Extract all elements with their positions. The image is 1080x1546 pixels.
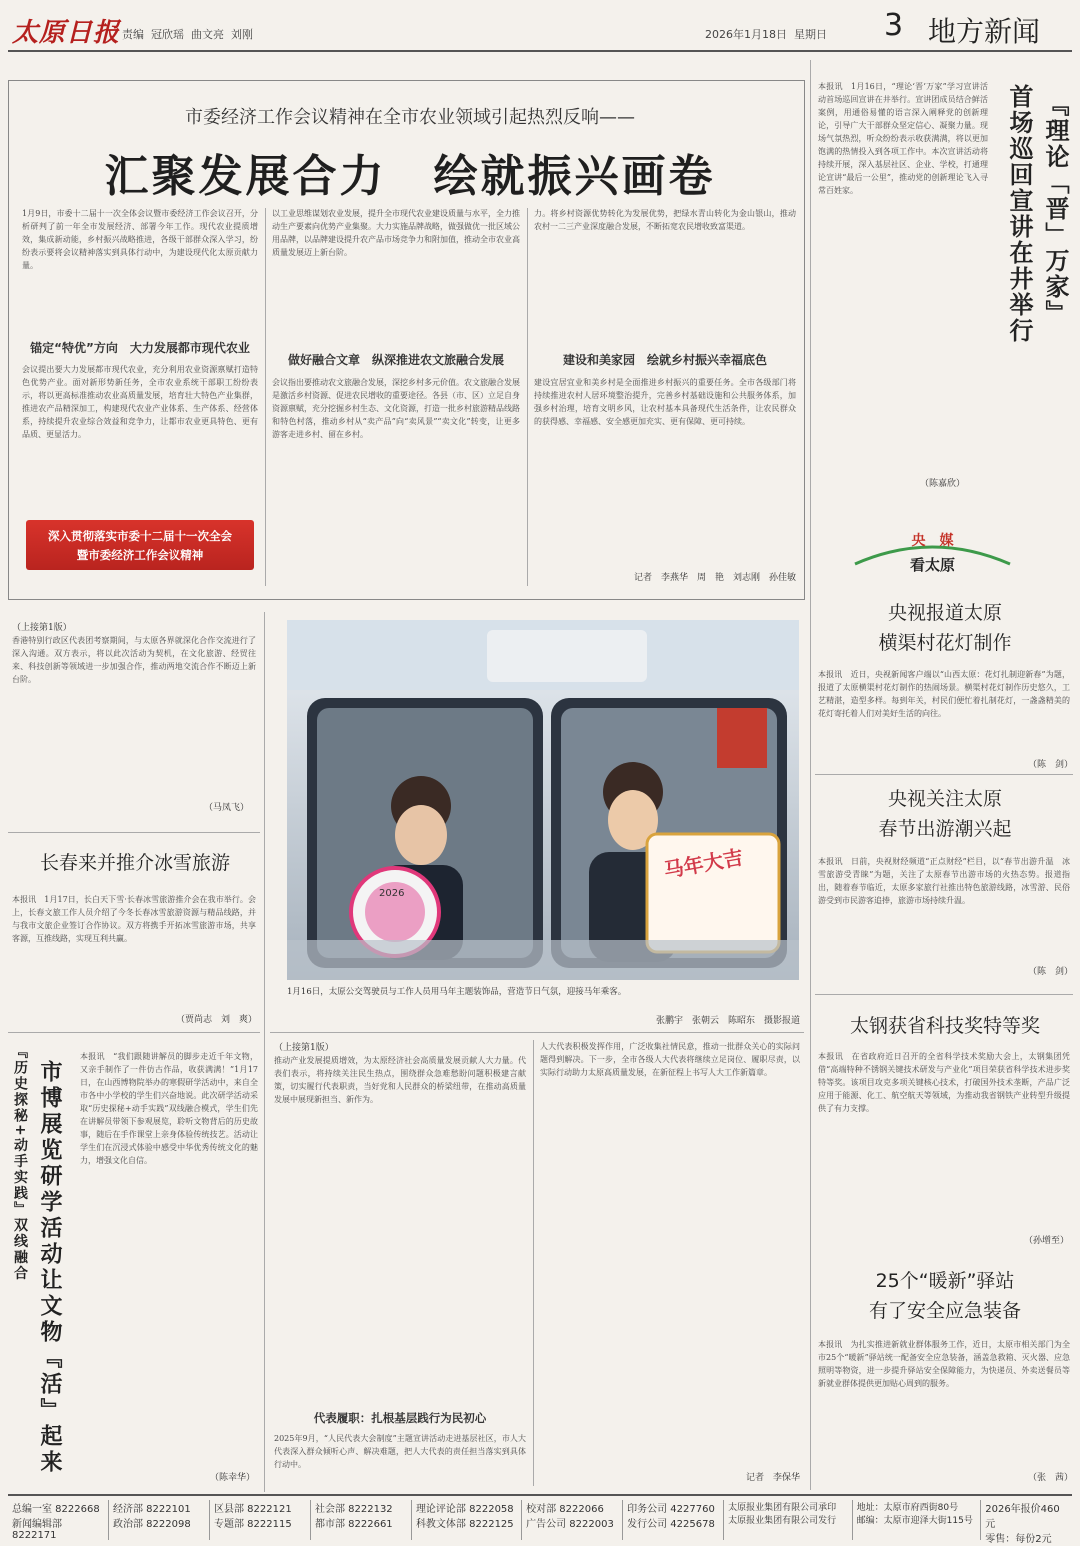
- station-author: （张 茜）: [1028, 1473, 1074, 1483]
- lead-headline: 汇聚发展合力 绘就振兴画卷: [104, 151, 716, 202]
- phone-line: 政治部 8222098: [112, 1519, 191, 1530]
- ice-tourism-body: 本报讯 1月17日，长白天下雪·长春冰雪旅游推介会在我市举行。会上，长春文旅工作人员介绍了今冬长春冰雪旅游资源与精品线路，并与我市文旅企业签订合作协议。双方将携手开拓冰雪旅游市场，共享客源，互推线路，实现互利共赢。: [12, 895, 256, 943]
- newspaper-logo: 太原日报: [12, 18, 121, 48]
- rep-byline: 记者 李保华: [745, 1473, 800, 1483]
- special-banner: [26, 520, 254, 570]
- column-divider: [265, 208, 266, 586]
- bus-photo: [287, 620, 799, 980]
- cctv-travel-body: 本报讯 日前，央视财经频道“正点财经”栏目，以“春节出游升温 冰雪旅游受青睐”为题，关注了太原春节出游市场的火热态势。报道指出，随着春节临近，太原多家旅行社推出特色旅游线路，冰雪游、民俗游受到市民游客追捧，旅游市场持续升温。: [818, 857, 1070, 905]
- banner-line: 暨市委经济工作会议精神: [76, 548, 204, 562]
- masthead: [0, 0, 1080, 56]
- central-media-header: [850, 528, 1015, 578]
- masthead-rule: [8, 50, 1072, 52]
- theory-article-body: 本报讯 1月16日，“理论‘晋’万家”学习宣讲活动首场巡回宣讲在井举行。宣讲团成员结合鲜活案例，用通俗易懂的语言深入阐释党的创新理论，引导广大干部群众坚定信心、凝聚力量。现场气氛热烈，听众纷纷表示收获满满，将以更加饱满的热情投入到各项工作中。本次宣讲活动将持续开展，深入基层社区、企业、学校，打通理论宣讲“最后一公里”，推动党的创新理论飞入寻常百姓家。: [818, 82, 988, 195]
- footer-cell: [210, 1500, 311, 1540]
- lead-col3-subhead: 建设和美家园 绘就乡村振兴幸福底色: [562, 353, 767, 367]
- steel-award-body: 本报讯 在省政府近日召开的全省科学技术奖励大会上，太钢集团凭借“高端特种不锈钢关键技术研发与产业化”项目荣获省科学技术进步奖特等奖。该项目攻克多项关键核心技术，打破国外技术垄断，产品广泛应用于能源、化工、航空航天等领域，为推动我省钢铁产业转型升级提供了有力支撑。: [818, 1052, 1070, 1113]
- title-line: 春节出游潮兴起: [878, 818, 1012, 840]
- phone-line: 科教文体部 8222125: [415, 1519, 514, 1530]
- column-divider: [264, 612, 265, 1492]
- title-line: 央视报道太原: [887, 602, 1002, 624]
- address-line: 邮编：太原市迎泽大街115号: [856, 1516, 973, 1526]
- section-divider: [8, 832, 260, 833]
- phone-line: 新闻编辑部 8222171: [12, 1519, 62, 1541]
- lead-col2-subhead: 做好融合文章 纵深推进农文旅融合发展: [287, 353, 504, 367]
- museum-author: （陈幸华）: [210, 1473, 256, 1483]
- section-title: 地方新闻: [928, 15, 1041, 48]
- footer-directory: [8, 1500, 1072, 1545]
- phone-line: 发行公司 4225678: [627, 1519, 715, 1530]
- footer-rule: [8, 1494, 1072, 1496]
- footer-cell: [412, 1500, 522, 1540]
- lead-kicker: 市委经济工作会议精神在全市农业领域引起热烈反响——: [185, 107, 635, 128]
- title-line: 横渠村花灯制作: [878, 632, 1012, 654]
- cctv-travel-author: （陈 剑）: [1028, 967, 1074, 977]
- editor-name: 曲文亮: [191, 28, 224, 41]
- footer-cell: [623, 1500, 724, 1540]
- phone-line: 印务公司 4227760: [627, 1504, 715, 1515]
- central-media-line2: 看太原: [909, 556, 955, 574]
- rep-col1-body: 推动产业发展提质增效，为太原经济社会高质量发展贡献人大力量。代表们表示，将持续关注民生热点，围绕群众急难愁盼问题积极建言献策，切实履行代表职责，当好党和人民群众的桥梁纽带，在推动高质量发展中展现新担当、新作为。: [274, 1056, 526, 1104]
- continued-body: 香港特别行政区代表团考察期间，与太原各界就深化合作交流进行了深入沟通。双方表示，将以此次活动为契机，在文化旅游、经贸往来、科技创新等领域进一步加强合作，推动两地交流合作不断迈上新台阶。: [12, 636, 256, 684]
- weekday-text: 星期日: [794, 28, 827, 41]
- editor-name: 刘刚: [231, 28, 253, 41]
- cctv-lantern-body: 本报讯 近日，央视新闻客户端以“山西太原：花灯扎制迎新春”为题，报道了太原横渠村花灯制作的热闹场景。横渠村花灯制作历史悠久，工艺精湛，造型多样。每到年关，村民们便忙着扎制花灯，一盏盏精美的花灯寄托着人们对美好生活的向往。: [818, 670, 1070, 718]
- editor-list: [122, 26, 253, 42]
- footer-cell: [8, 1500, 109, 1540]
- theory-article-author: （陈嘉欣）: [920, 479, 966, 489]
- theory-vertical-title: 『理论「晋」万家』: [1041, 92, 1069, 326]
- photo-credit: 张鹏宇 张朝云 陈昭东 摄影报道: [655, 1016, 800, 1026]
- price-line: 零售：每份2元: [985, 1534, 1052, 1545]
- museum-vertical-subtitle: 『历史探秘+动手实践』双线融合: [12, 1044, 28, 1282]
- section-divider: [815, 774, 1073, 775]
- price-line: 2026年报价460元: [985, 1504, 1060, 1530]
- footer-cell: [724, 1500, 853, 1540]
- ice-tourism-author: （贾尚志 刘 爽）: [176, 1015, 258, 1025]
- rep-col1-tail: 2025年9月，“人民代表大会制度”主题宣讲活动走进基层社区，市人大代表深入群众倾听心声、解决难题，把人大代表的责任担当落实到具体行动中。: [274, 1434, 526, 1469]
- phone-line: 理论评论部 8222058: [415, 1504, 514, 1515]
- lead-byline: 记者 李燕华 周 艳 刘志刚 孙佳敏: [633, 573, 796, 583]
- ice-tourism-title: 长春来并推介冰雪旅游: [39, 852, 230, 874]
- bus-window-illustration: [287, 620, 799, 980]
- banner-line: 深入贯彻落实市委十二届十一次全会: [48, 529, 232, 543]
- address-line: 地址：太原市府西街80号: [856, 1503, 959, 1513]
- footer-cell: [311, 1500, 412, 1540]
- phone-line: 专题部 8222115: [213, 1519, 292, 1530]
- footer-cell: [109, 1500, 210, 1540]
- rep-continued-tag: （上接第1版）: [274, 1043, 334, 1053]
- lead-col2-paragraph: 以工业思维谋划农业发展，提升全市现代农业建设质量与水平，全力推动生产要素向优势产业集聚。大力实施品牌战略，做强做优一批区域公用品牌，以品牌建设提升农产品市场竞争力和附加值，推动全市农业高质量发展迈上新台阶。: [272, 209, 520, 257]
- phone-line: 社会部 8222132: [314, 1504, 393, 1515]
- printer-line: 太原报业集团有限公司发行: [728, 1516, 837, 1526]
- phone-line: 都市部 8222661: [314, 1519, 393, 1530]
- column-divider: [527, 208, 528, 586]
- section-divider: [815, 994, 1073, 995]
- lantern-year-text: 2026: [379, 888, 405, 899]
- central-media-line1: 央 媒: [911, 533, 954, 549]
- rep-subhead: 代表履职：扎根基层践行为民初心: [313, 1411, 487, 1425]
- lead-col3-paragraph: 建设宜居宜业和美乡村是全面推进乡村振兴的重要任务。全市各级部门将持续推进农村人居环境整治提升，完善乡村基础设施和公共服务体系，加强乡村治理，培育文明乡风，让农村基本具备现代生活条件，让农民群众的获得感、幸福感、安全感更加充实、更有保障、更可持续。: [534, 378, 796, 426]
- title-line: 有了安全应急装备: [868, 1300, 1021, 1322]
- phone-line: 校对部 8222066: [526, 1504, 604, 1515]
- page-number: 3: [884, 8, 904, 43]
- footer-cell: [853, 1500, 982, 1540]
- station-title: [815, 1266, 1075, 1326]
- museum-body: 本报讯 “我们跟随讲解员的脚步走近千年文物，又亲手制作了一件仿古作品，收获满满！”1月17日，在山西博物院举办的寒假研学活动中，来自全市各中小学校的学生们兴奋地说。此次研学活动采取“历史探秘+动手实践”双线融合模式，学生们先在讲解员带领下参观展览，聆听文物背后的历史故事，随后在手作课堂上亲身体验传统技艺。活动让学生们在沉浸式体验中感受中华优秀传统文化的魅力，增强文化自信。: [80, 1052, 258, 1165]
- lead-col1-subhead: 锚定“特优”方向 大力发展都市现代农业: [30, 341, 250, 355]
- lead-col1-paragraph: 1月9日，市委十二届十一次全体会议暨市委经济工作会议召开，分析研判了前一年全市发展经济、部署今年工作。现代农业提质增效，集成新动能，乡村振兴战略推进，各级干部群众深入学习，纷纷表示要将会议精神落实到具体行动中，为建设现代化太原贡献力量。: [22, 209, 258, 270]
- title-line: 25个“暖新”驿站: [875, 1270, 1015, 1292]
- issue-date: [705, 26, 827, 42]
- phone-line: 总编一室 8222668: [12, 1504, 100, 1515]
- date-text: 2026年1月18日: [705, 28, 787, 41]
- cctv-lantern-author: （陈 剑）: [1028, 760, 1074, 770]
- steel-award-title: 太钢获省科技奖特等奖: [849, 1015, 1040, 1037]
- column-divider: [810, 60, 811, 1490]
- continued-tag: （上接第1版）: [12, 623, 72, 633]
- phone-line: 经济部 8222101: [112, 1504, 191, 1515]
- editor-label: 责编: [122, 28, 144, 41]
- lead-col2-paragraph: 会议指出要推动农文旅融合发展，深挖乡村多元价值。农文旅融合发展是激活乡村资源、促进农民增收的重要途径。各县（市、区）立足自身资源禀赋，充分挖掘乡村生态、文化资源，打造一批乡村旅游精品线路和特色村落，推动乡村从“卖产品”向“卖风景”“卖文化”转变，让更多游客走进乡村、留在乡村。: [272, 378, 520, 439]
- theory-vertical-subtitle: 首场巡回宣讲在井举行: [1005, 84, 1033, 344]
- section-divider: [8, 1032, 260, 1033]
- museum-vertical-title: 市博展览研学活动让文物『活』起来: [37, 1060, 62, 1476]
- continued-author: （马凤飞）: [204, 803, 250, 813]
- photo-caption: 1月16日，太原公交驾驶员与工作人员用马年主题装饰品，营造节日气氛，迎接马年乘客。: [287, 987, 627, 997]
- lead-col1-paragraph: 会议提出要大力发展都市现代农业，充分利用农业资源禀赋打造特色优势产业。面对新形势新任务，全市农业系统干部职工纷纷表示，将以更高标准推动农业高质量发展，培育壮大特色产业集群，推进农产品精深加工，构建现代农业产业体系、生产体系、经营体系，持续提升农业综合效益和竞争力，让都市农业更具特色、更有品质、更显活力。: [22, 365, 258, 439]
- station-body: 本报讯 为扎实推进新就业群体服务工作，近日，太原市相关部门为全市25个“暖新”驿站统一配备安全应急装备，涵盖急救箱、灭火器、应急照明等物资，进一步提升驿站安全保障能力，为快递员、外卖送餐员等新就业群体提供更加贴心周到的服务。: [818, 1340, 1070, 1388]
- editor-name: 冠欣瑶: [151, 28, 184, 41]
- phone-line: 区县部 8222121: [213, 1504, 292, 1515]
- steel-award-author: （孙增至）: [1024, 1236, 1070, 1246]
- title-line: 央视关注太原: [887, 788, 1002, 810]
- footer-cell: [522, 1500, 623, 1540]
- cctv-lantern-title: [815, 598, 1075, 658]
- printer-line: 太原报业集团有限公司承印: [728, 1503, 837, 1513]
- photo-sign-text: 马年大吉: [661, 844, 745, 883]
- cctv-travel-title: [815, 784, 1075, 844]
- phone-line: 广告公司 8222003: [526, 1519, 614, 1530]
- section-divider: [270, 1032, 804, 1033]
- rep-col2-body: 人大代表积极发挥作用，广泛收集社情民意，推动一批群众关心的实际问题得到解决。下一步，全市各级人大代表将继续立足岗位、履职尽责，以实际行动助力太原高质量发展，在新征程上书写人大工作新篇章。: [540, 1042, 800, 1077]
- footer-cell: [981, 1500, 1072, 1545]
- lead-col3-paragraph: 力。将乡村资源优势转化为发展优势，把绿水青山转化为金山银山，推动农村一二三产业深度融合发展，不断拓宽农民增收致富渠道。: [534, 209, 796, 231]
- column-divider: [533, 1040, 534, 1486]
